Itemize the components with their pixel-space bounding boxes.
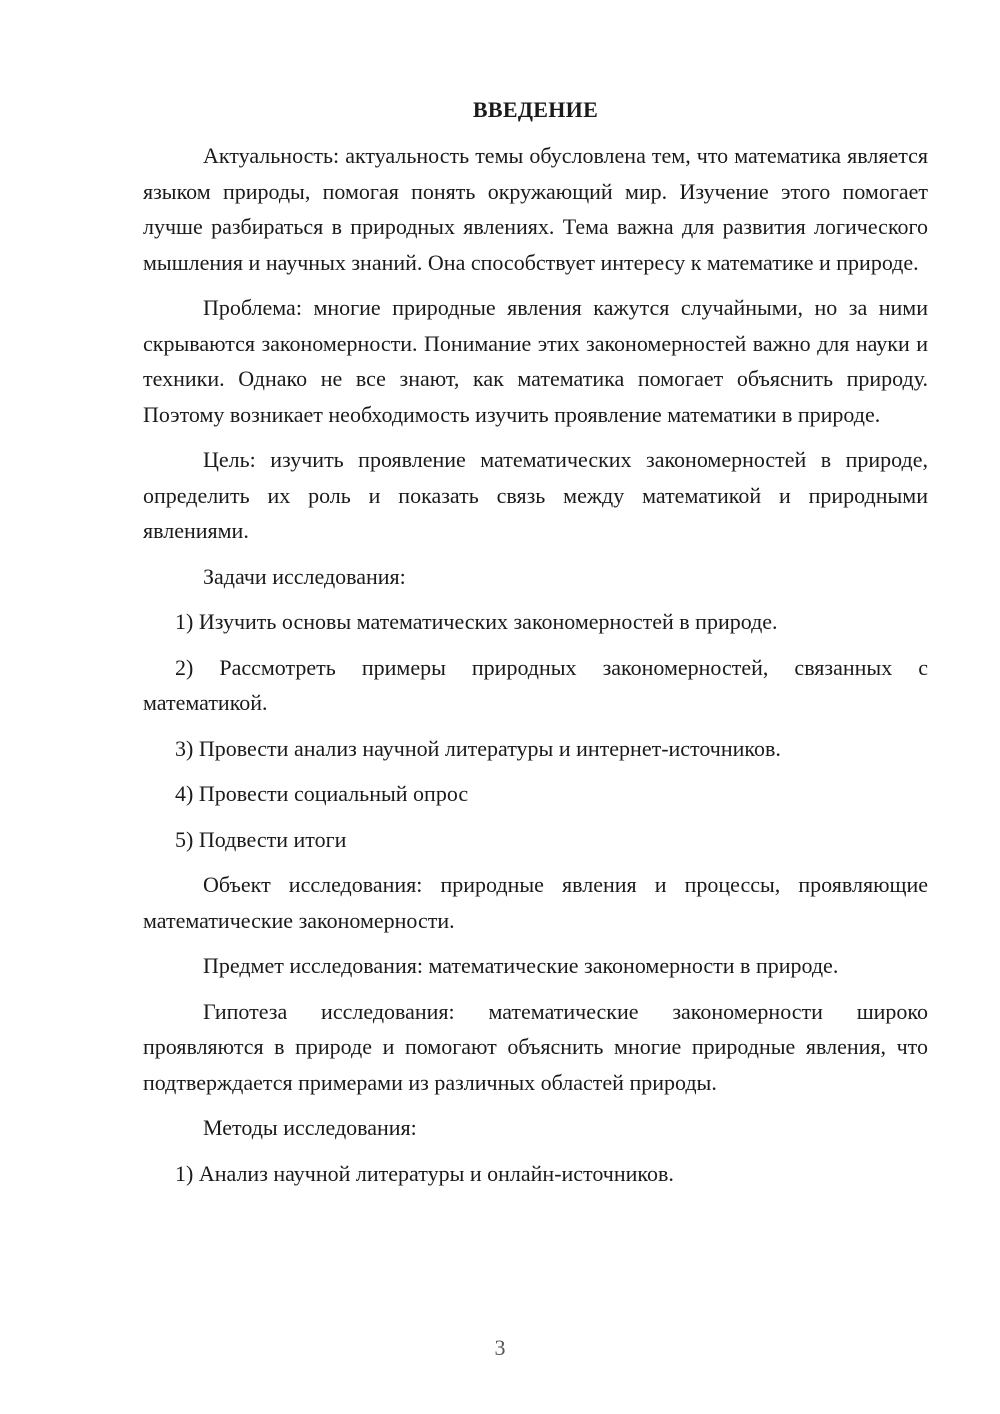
task-item-3: 3) Провести анализ научной литературы и интернет-источников. <box>175 735 781 761</box>
task-item-4: 4) Провести социальный опрос <box>175 781 469 806</box>
hypothesis-paragraph: Гипотеза исследования: математические закономерности широко проявляются в природе и помогают объяснить многие природные явления, что подтверждается примерами из различных областей природы. <box>143 998 928 1095</box>
problem-paragraph: Проблема: многие природные явления кажутся случайными, но за ними скрываются закономерности. Понимание этих закономерностей важно для науки и техники. Однако не все знают, как математика помогает объяснить природу. Поэтому возникает необходимость изучить проявление математики в природе. <box>143 295 928 427</box>
goal-paragraph: Цель: изучить проявление математических закономерностей в природе, определить их роль и показать связь между математикой и природными явлениями. <box>143 447 928 543</box>
task-item-2: 2) Рассмотреть примеры природных закономерностей, связанных с математикой. <box>143 654 928 715</box>
relevance-paragraph: Актуальность: актуальность темы обусловлена тем, что математика является языком природы, помогая понять окружающий мир. Изучение этого помогает лучше разбираться в природных явлениях. Тема важна для развития логического мышления и научных знаний. Она способствует интересу к математике и природе. <box>143 143 928 275</box>
methods-heading: Методы исследования: <box>203 1115 417 1140</box>
task-item-5: 5) Подвести итоги <box>175 826 347 852</box>
task-item-1: 1) Изучить основы математических закономерностей в природе. <box>175 609 778 634</box>
tasks-heading: Задачи исследования: <box>203 563 406 589</box>
page-number: 3 <box>494 1335 506 1360</box>
method-item-1: 1) Анализ научной литературы и онлайн-источников. <box>175 1160 674 1186</box>
section-title: ВВЕДЕНИЕ <box>472 97 599 122</box>
subject-paragraph: Предмет исследования: математические закономерности в природе. <box>203 953 839 978</box>
page-content <box>143 96 928 1201</box>
object-paragraph: Объект исследования: природные явления и процессы, проявляющие математические закономерности. <box>143 872 928 933</box>
